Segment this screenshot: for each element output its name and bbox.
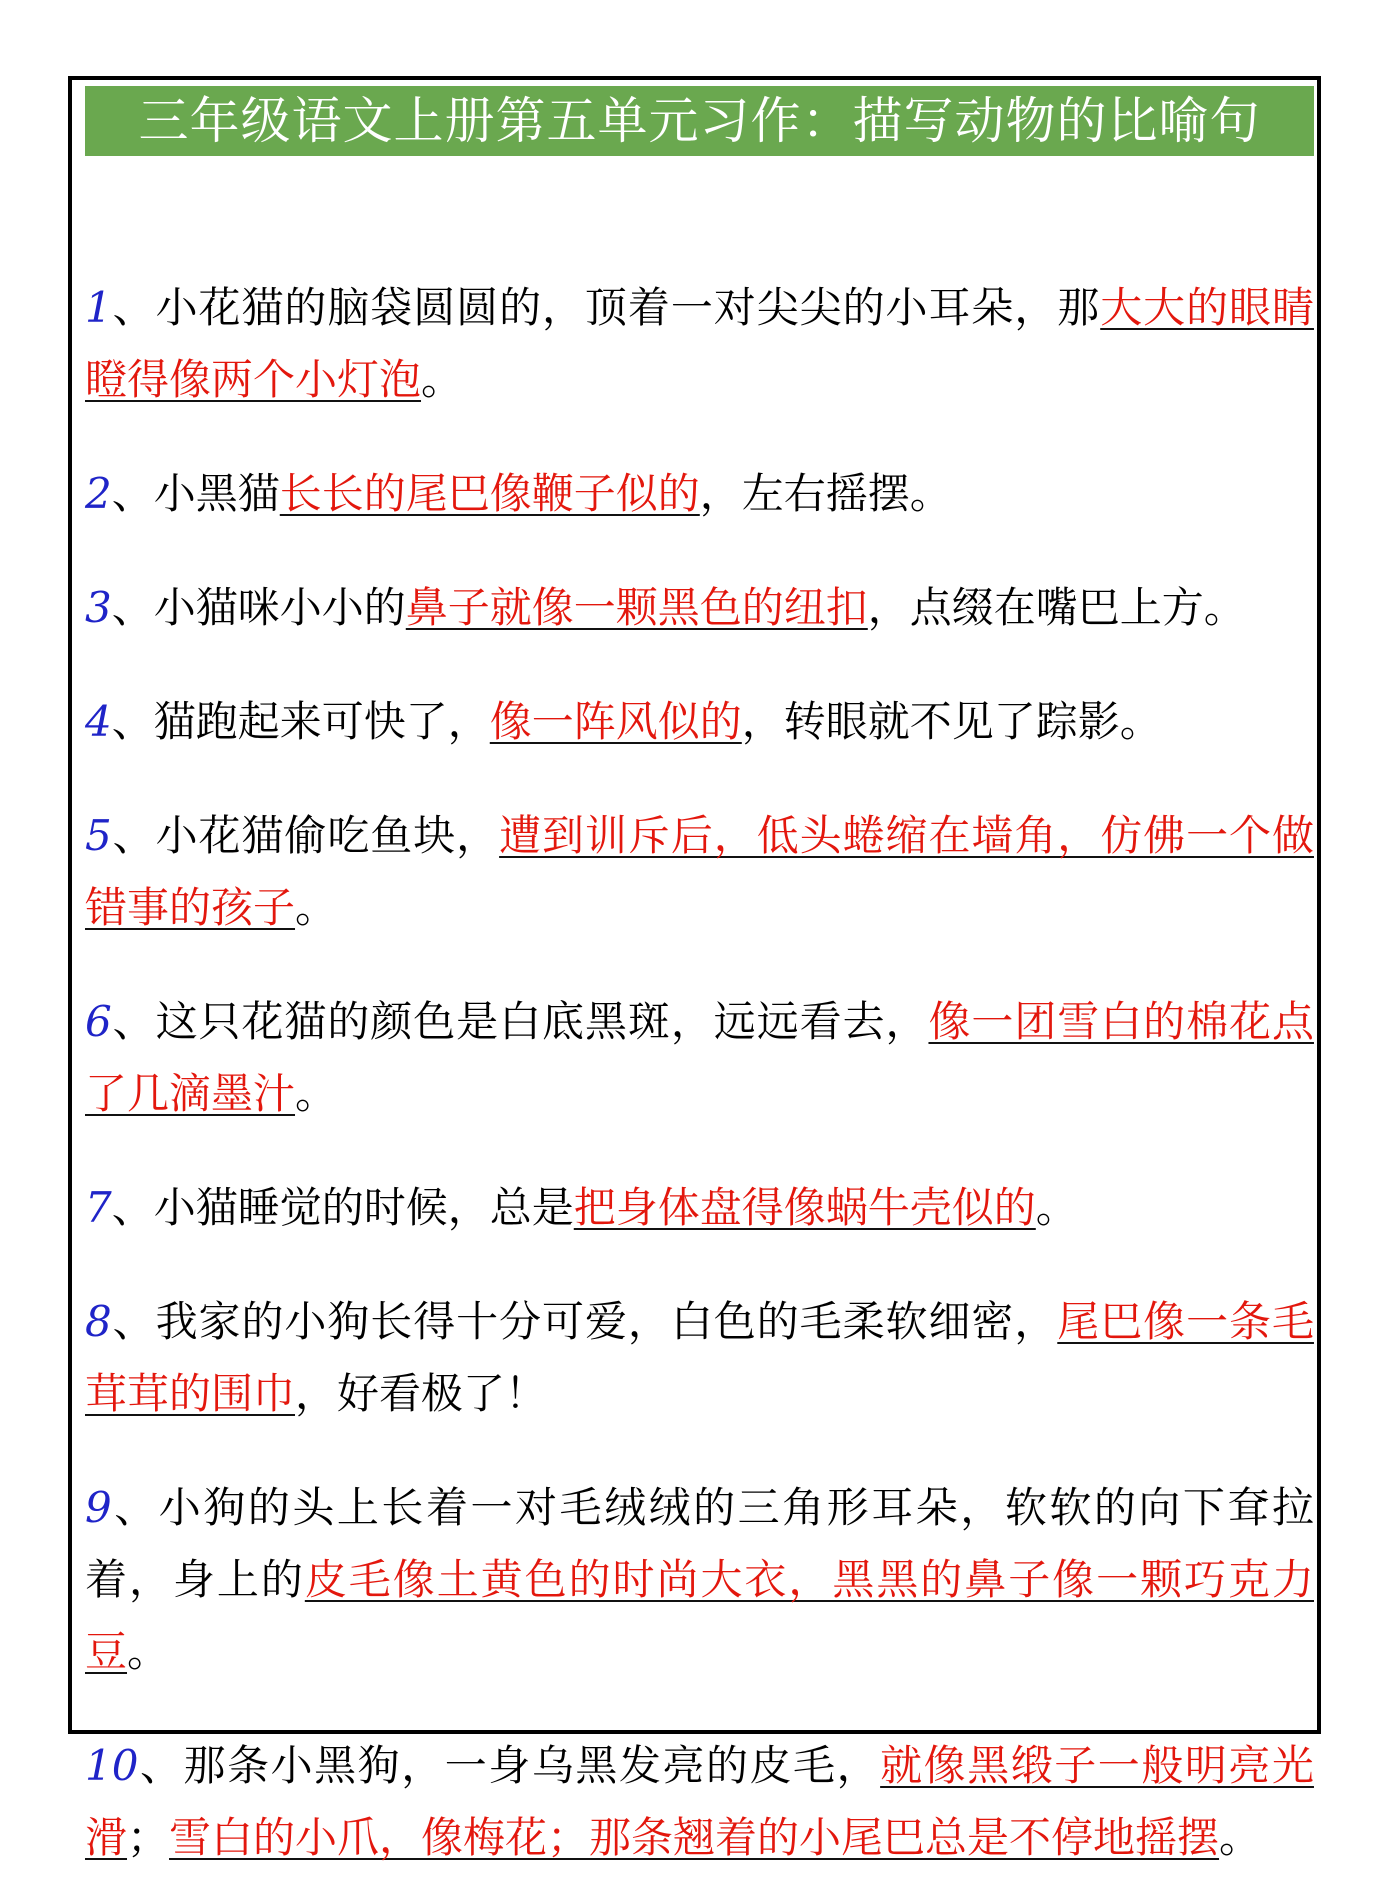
item-separator: 、	[111, 1483, 159, 1532]
item-number: 3	[85, 583, 112, 632]
list-item	[85, 986, 1314, 1130]
simile-highlight: 就像黑缎子一般明亮光滑	[85, 1741, 1314, 1862]
list-item	[85, 1286, 1314, 1430]
item-text: 我家的小狗长得十分可爱，白色的毛柔软细密，	[155, 1297, 1058, 1346]
simile-highlight: 大大的眼睛瞪得像两个小灯泡	[85, 283, 1314, 404]
item-number: 9	[85, 1483, 112, 1532]
item-text: 小黑猫	[153, 469, 280, 518]
list-item	[85, 686, 1314, 758]
item-text: 。	[1219, 1813, 1262, 1862]
item-text: 那条小黑狗，一身乌黑发亮的皮毛，	[183, 1741, 881, 1790]
simile-highlight: 雪白的小爪，像梅花；那条翘着的小尾巴总是不停地摇摆	[169, 1813, 1220, 1862]
page-title: 三年级语文上册第五单元习作：描写动物的比喻句	[85, 86, 1314, 156]
item-number: 4	[85, 697, 112, 746]
item-text: 小猫睡觉的时候，总是	[153, 1183, 574, 1232]
simile-list	[85, 230, 1314, 1890]
item-text: 这只花猫的颜色是白底黑斑，远远看去，	[155, 997, 929, 1046]
item-number: 6	[85, 997, 112, 1046]
item-text: 。	[421, 355, 464, 404]
item-text: 小猫咪小小的	[153, 583, 406, 632]
list-item	[85, 1172, 1314, 1244]
item-text: 。	[1035, 1183, 1078, 1232]
item-text: 。	[295, 883, 338, 932]
list-item	[85, 458, 1314, 530]
item-text: 猫跑起来可快了，	[153, 697, 490, 746]
item-separator: 、	[138, 1741, 184, 1790]
item-text: 。	[295, 1069, 338, 1118]
item-separator: 、	[111, 469, 154, 518]
list-item	[85, 1472, 1314, 1688]
item-text: ，好看极了！	[295, 1369, 548, 1418]
list-item	[85, 272, 1314, 416]
document-frame	[68, 76, 1321, 1862]
item-separator: 、	[111, 583, 154, 632]
simile-highlight: 遭到训斥后，低头蜷缩在墙角，仿佛一个做错事的孩子	[85, 811, 1314, 932]
item-text: 小花猫的脑袋圆圆的，顶着一对尖尖的小耳朵，那	[155, 283, 1101, 332]
item-number: 1	[85, 283, 112, 332]
item-separator: 、	[111, 1297, 156, 1346]
simile-highlight: 像一阵风似的	[489, 697, 742, 746]
item-number: 2	[85, 469, 112, 518]
list-item	[85, 800, 1314, 944]
item-separator: 、	[111, 811, 156, 860]
item-number: 5	[85, 811, 112, 860]
item-number: 8	[85, 1297, 112, 1346]
item-text: 小狗的头上长着一对毛绒绒的三角形耳朵，软软的向下耷拉着，身上的	[85, 1483, 1314, 1604]
list-item	[85, 572, 1314, 644]
item-text: ，左右摇摆。	[699, 469, 952, 518]
simile-highlight: 把身体盘得像蜗牛壳似的	[573, 1183, 1036, 1232]
item-text: 。	[127, 1627, 170, 1676]
item-separator: 、	[111, 1183, 154, 1232]
item-text: ，转眼就不见了踪影。	[741, 697, 1162, 746]
item-separator: 、	[111, 697, 154, 746]
item-separator: 、	[111, 283, 156, 332]
item-separator: 、	[111, 997, 156, 1046]
simile-highlight: 鼻子就像一颗黑色的纽扣	[405, 583, 868, 632]
list-item	[85, 1730, 1314, 1874]
item-text: ；	[127, 1813, 170, 1862]
simile-highlight: 皮毛像土黄色的时尚大衣，黑黑的鼻子像一颗巧克力豆	[85, 1555, 1314, 1676]
simile-highlight: 长长的尾巴像鞭子似的	[279, 469, 700, 518]
item-number: 7	[85, 1183, 112, 1232]
item-text: 小花猫偷吃鱼块，	[155, 811, 500, 860]
simile-highlight: 像一团雪白的棉花点了几滴墨汁	[85, 997, 1314, 1118]
item-text: ，点缀在嘴巴上方。	[867, 583, 1246, 632]
simile-highlight: 尾巴像一条毛茸茸的围巾	[85, 1297, 1314, 1418]
item-number: 10	[85, 1741, 139, 1790]
